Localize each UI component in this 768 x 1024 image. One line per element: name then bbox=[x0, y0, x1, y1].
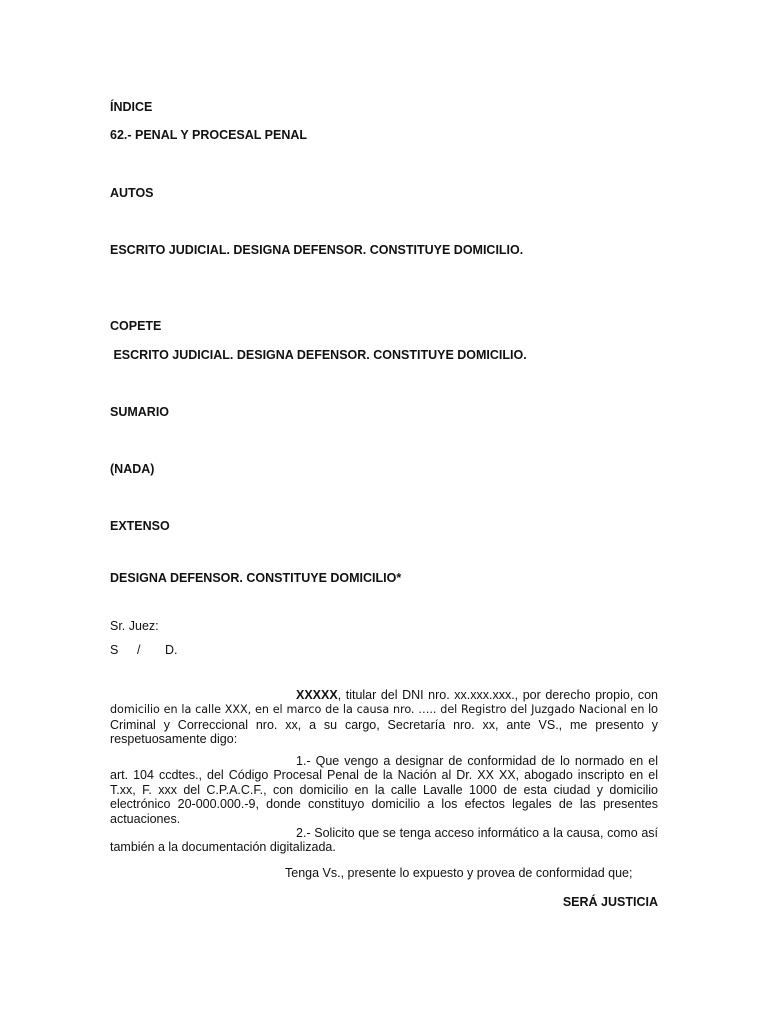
sumario-text: (NADA) bbox=[110, 462, 155, 476]
signoff: SERÁ JUSTICIA bbox=[562, 895, 658, 909]
category-heading: 62.- PENAL Y PROCESAL PENAL bbox=[110, 128, 308, 142]
paragraph-presentation bbox=[110, 688, 658, 747]
sd-line bbox=[110, 643, 178, 657]
access-text: 2.- Solicito que se tenga acceso informático a la causa, como así también a la documentación digitalizada. bbox=[110, 826, 658, 855]
presentation-line2: domicilio en la calle XXX, en el marco de la causa nro. ….. del Registro del Juzgado Nacional en bbox=[110, 703, 645, 717]
autos-title: ESCRITO JUDICIAL. DESIGNA DEFENSOR. CONSTITUYE DOMICILIO. bbox=[110, 243, 524, 257]
copete-title: ESCRITO JUDICIAL. DESIGNA DEFENSOR. CONSTITUYE DOMICILIO. bbox=[110, 348, 527, 362]
sd-s: S bbox=[110, 643, 119, 657]
party-name: XXXXX bbox=[296, 688, 338, 702]
presentation-line1: , titular del DNI nro. xx.xxx.xxx., por derecho propio, con bbox=[337, 688, 658, 702]
sd-d: D. bbox=[165, 643, 178, 657]
designation-text: 1.- Que vengo a designar de conformidad de lo normado en el art. 104 ccdtes., del Código Procesal Penal de la Nación al Dr. XX XX, abogado inscripto en el T.xx, F. xxx del C.P.A.C.F., con domicilio en la calle Lavalle 1000 de esta ciudad y domicilio electrónico 20-000.000.-9, donde constituyo domicilio a los efectos legales de las presentes actuaciones. bbox=[110, 754, 658, 826]
extenso-title: DESIGNA DEFENSOR. CONSTITUYE DOMICILIO* bbox=[110, 571, 402, 585]
copete-label: COPETE bbox=[110, 319, 162, 333]
index-heading: ÍNDICE bbox=[110, 100, 153, 114]
autos-label: AUTOS bbox=[110, 186, 154, 200]
paragraph-designation bbox=[110, 754, 658, 826]
sumario-label: SUMARIO bbox=[110, 405, 170, 419]
closing-line: Tenga Vs., presente lo expuesto y provea de conformidad que; bbox=[285, 866, 633, 880]
paragraph-access bbox=[110, 826, 658, 855]
presentation-line3: lo Criminal y Correccional nro. xx, a su cargo, Secretaría nro. xx, ante VS., me presento y respetuosamente digo: bbox=[110, 702, 658, 747]
extenso-label: EXTENSO bbox=[110, 519, 170, 533]
sd-slash: / bbox=[137, 643, 141, 657]
salutation: Sr. Juez: bbox=[110, 619, 159, 633]
